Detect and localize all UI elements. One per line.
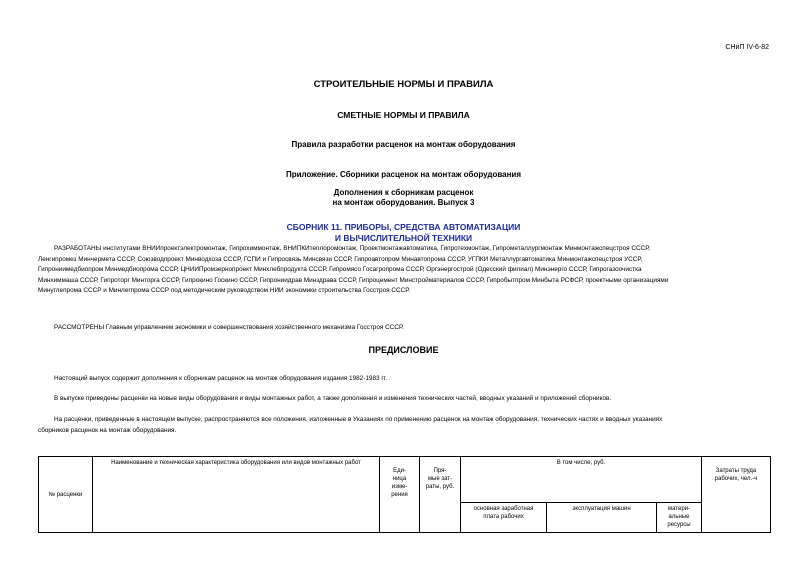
developed-line: РАЗРАБОТАНЫ институтами ВНИИпроектэлектромонтаж, Гипрохиммонтаж, ВНИПКИтеплоромонтаж, Проектмонтажавтоматика, Гипротехмонтаж, Гипрометаллургмонтаж Минмонтажспецстроя СССР, [54, 245, 651, 252]
title-estimate-norms: СМЕТНЫЕ НОРМЫ И ПРАВИЛА [337, 110, 470, 120]
col-labor-costs: Затраты труда рабочих, чел.-ч [702, 457, 771, 533]
sub-col-materials: матери- альные ресурсы [657, 503, 702, 533]
title-rules: Правила разработки расценок на монтаж оборудования [291, 140, 516, 149]
developed-line: Минхиммаша СССР, Гипроторг Минторга СССР, Гипрокино Госкино СССР, Гипрониидрав Минздрава СССР, Гипроцемент Минстройматериалов СССР, Гипробытпром Минбыта РСФСР, проектными организациями [38, 276, 669, 284]
foreword-paragraph-2: В выпуске приведены расценки на новые виды оборудования и виды монтажных работ, а также дополнения и изменения технических частей, вводных указаний и приложений сборников. [54, 395, 612, 402]
title-collection-line2: И ВЫЧИСЛИТЕЛЬНОЙ ТЕХНИКИ [334, 233, 473, 243]
title-additions-line1: Дополнения к сборникам расценок [333, 188, 474, 197]
col-direct-costs: Пря- мые зат- раты, руб. [420, 457, 461, 533]
title-additions-line2: на монтаж оборудования. Выпуск 3 [332, 198, 475, 207]
foreword-heading: ПРЕДИСЛОВИЕ [368, 345, 439, 355]
sub-col-wages: основная заработная плата рабочих [461, 503, 547, 533]
document-code: СНиП IV-6-82 [725, 44, 769, 51]
col-including: В том числе, руб. [461, 457, 702, 503]
rates-table-header [38, 456, 771, 533]
sub-col-machines: эксплуатация машин [547, 503, 657, 533]
developed-line: Минуглепрома СССР и Минлегпрома СССР под методическим руководством НИИ экономики строительства Госстроя СССР. [38, 287, 411, 295]
developed-paragraph [38, 244, 807, 297]
foreword-paragraph-1: Настоящий выпуск содержит дополнения к сборникам расценок на монтаж оборудования издания 1982-1983 гг. [54, 375, 388, 382]
title-collection-line1: СБОРНИК 11. ПРИБОРЫ, СРЕДСТВА АВТОМАТИЗАЦИИ [286, 222, 521, 232]
col-name: Наименование и техническая характеристика оборудования или видов монтажных работ [93, 457, 380, 533]
title-additions [0, 188, 807, 208]
title-appendix: Приложение. Сборники расценок на монтаж оборудования [285, 170, 522, 179]
title-collection [0, 222, 807, 244]
title-building-norms: СТРОИТЕЛЬНЫЕ НОРМЫ И ПРАВИЛА [313, 79, 494, 90]
reviewed-paragraph: РАССМОТРЕНЫ Главным управлением экономики и совершенствования хозяйственного механизма Госстроя СССР. [54, 324, 404, 331]
developed-line: Ленгипромез Минчермета СССР, Союзводпроект Минводхоза СССР, ГСПИ и Гипросвязь Минсвязи СССР, Гипроавтопром Минавтопрома СССР, УГПКИ Металлургавтоматика Минмонтажспецстроя УССР, [38, 255, 643, 263]
foreword-paragraph-3: На расценки, приведенные в настоящем выпуске, распространяются все положения, изложенные в Указаниях по применению расценок на монтаж оборудования, технических частях и вводных указаниях сборников расценок на монтаж оборудования. [38, 416, 663, 434]
col-rate-number: № расценки [39, 457, 93, 533]
col-unit: Еди- ница изме- рения [380, 457, 420, 533]
developed-line: Гипрониимедбиопром Минмедбиопрома СССР, ЦНИИПромзернопроект Минхлебпродукта СССР, Гипромясо Госагропрома СССР, Оргэнергострой (Одесский филиал) Минэнерго СССР, Гипрогазоочистка [38, 266, 642, 274]
